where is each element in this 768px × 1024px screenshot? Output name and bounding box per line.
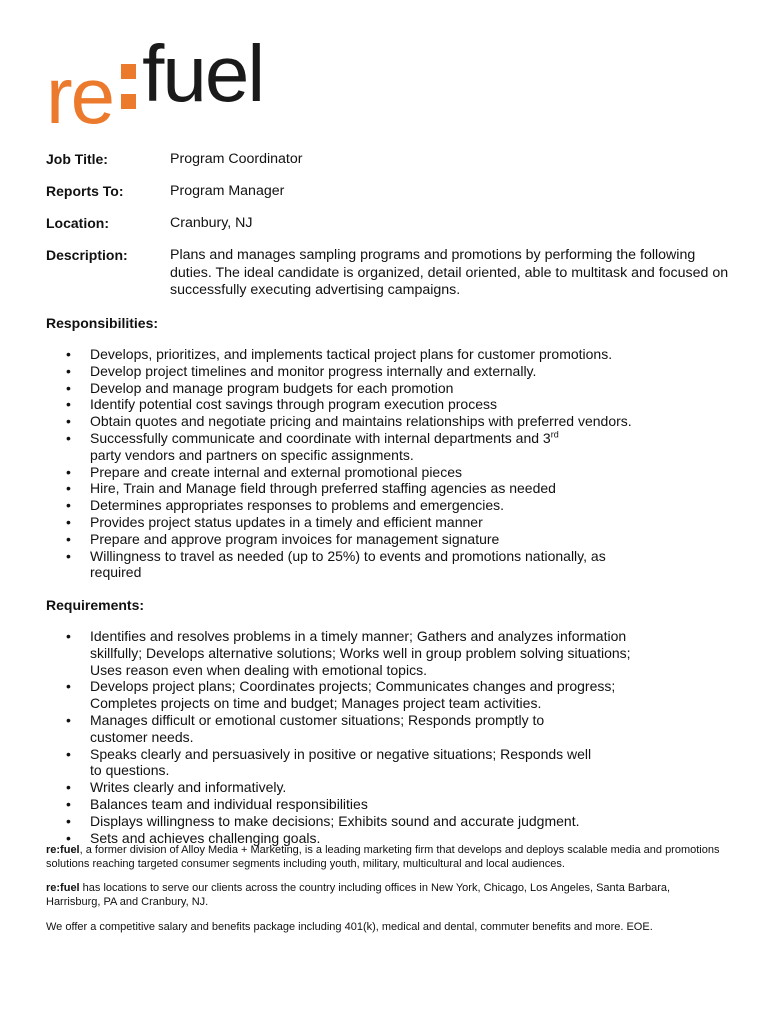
requirements-heading: Requirements:	[46, 597, 145, 613]
locations-paragraph	[46, 881, 726, 909]
reports-to-value: Program Manager	[170, 183, 285, 199]
benefits-paragraph: We offer a competitive salary and benefits package including 401(k), medical and dental, commuter benefits and more. EOE.	[46, 921, 653, 933]
list-item: • Develops, prioritizes, and implements tactical project plans for customer promotions.	[46, 346, 646, 363]
list-item: • Writes clearly and informatively.	[46, 779, 646, 796]
responsibilities-list	[46, 346, 646, 581]
responsibility-text: Successfully communicate and coordinate with internal departments and 3	[90, 429, 551, 446]
logo-colon-mark	[117, 58, 139, 130]
responsibilities-heading: Responsibilities:	[46, 315, 159, 331]
job-title-value: Program Coordinator	[170, 151, 303, 167]
list-item: • Develop project timelines and monitor progress internally and externally.	[46, 363, 646, 380]
list-item: • Identifies and resolves problems in a timely manner; Gathers and analyzes information skillfully; Develops alternative solutions; Works well in group problem solving situations; Uses reason even when dealing with emotional topics.	[46, 628, 646, 678]
list-item: • Identify potential cost savings through program execution process	[46, 396, 646, 413]
list-item: • Willingness to travel as needed (up to 25%) to events and promotions nationally, as required	[46, 548, 646, 582]
list-item	[46, 430, 646, 464]
list-item: • Prepare and create internal and external promotional pieces	[46, 464, 646, 481]
list-item: • Develop and manage program budgets for each promotion	[46, 380, 646, 397]
company-description-text: , a former division of Alloy Media + Marketing, is a leading marketing firm that develops and deploys scalable media and promotions solutions reaching targeted consumer segments including youth, military, multicultural and local audiences.	[46, 844, 720, 870]
responsibility-text-rest: party vendors and partners on specific assignments.	[90, 446, 414, 463]
list-item: • Displays willingness to make decisions; Exhibits sound and accurate judgment.	[46, 813, 646, 830]
refuel-logo	[46, 29, 264, 140]
list-item: • Manages difficult or emotional customer situations; Responds promptly to customer needs.	[46, 712, 646, 746]
superscript-rd: rd	[550, 429, 559, 440]
requirements-list	[46, 628, 646, 846]
brand-name: re:fuel	[46, 844, 80, 856]
list-item: • Prepare and approve program invoices for management signature	[46, 531, 646, 548]
list-item: • Obtain quotes and negotiate pricing and maintains relationships with preferred vendors.	[46, 413, 646, 430]
location-label: Location:	[46, 215, 109, 231]
location-value: Cranbury, NJ	[170, 215, 253, 231]
list-item: • Provides project status updates in a timely and efficient manner	[46, 514, 646, 531]
brand-name: re:fuel	[46, 882, 80, 894]
logo-fuel-text: fuel	[142, 29, 264, 118]
description-value: Plans and manages sampling programs and promotions by performing the following duties. The ideal candidate is organized, detail oriented, able to multitask and focused on successfully executing advertising campaigns.	[170, 247, 729, 298]
description-label: Description:	[46, 247, 128, 263]
list-item: • Sets and achieves challenging goals.	[46, 830, 646, 847]
list-item: • Develops project plans; Coordinates projects; Communicates changes and progress; Completes projects on time and budget; Manages project team activities.	[46, 678, 646, 712]
list-item: • Hire, Train and Manage field through preferred staffing agencies as needed	[46, 480, 646, 497]
job-title-label: Job Title:	[46, 151, 108, 167]
locations-text: has locations to serve our clients across the country including offices in New York, Chicago, Los Angeles, Santa Barbara, Harrisburg, PA and Cranbury, NJ.	[46, 882, 671, 908]
list-item: • Speaks clearly and persuasively in positive or negative situations; Responds well to questions.	[46, 746, 646, 780]
reports-to-label: Reports To:	[46, 183, 124, 199]
logo-re-text: re	[46, 51, 114, 140]
list-item: • Balances team and individual responsibilities	[46, 796, 646, 813]
company-description-paragraph	[46, 843, 726, 871]
list-item: • Determines appropriates responses to problems and emergencies.	[46, 497, 646, 514]
